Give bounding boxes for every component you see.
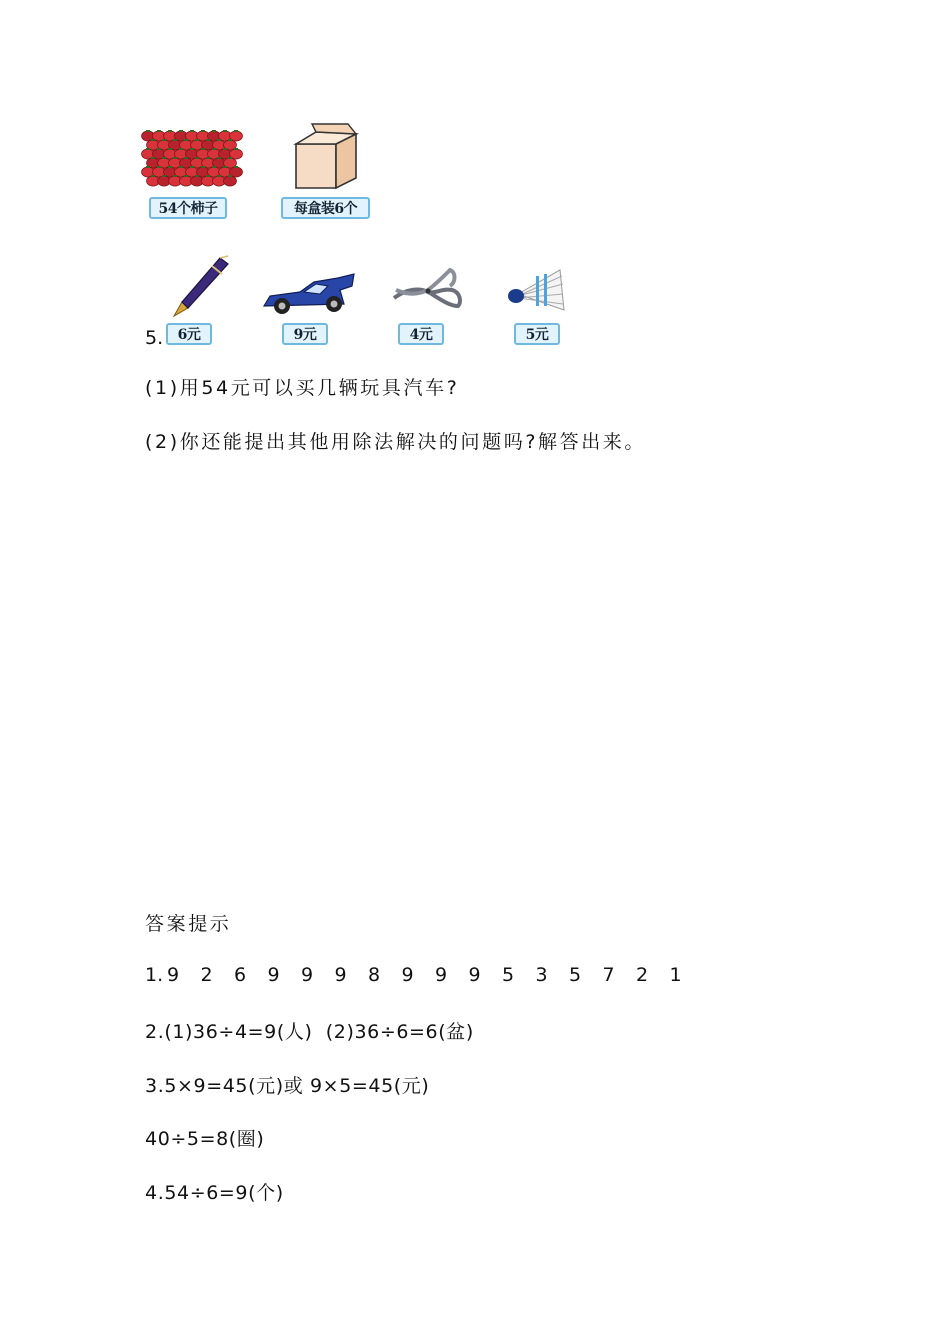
answer-value: 2 [200, 964, 213, 986]
box-label: 每盒装6个 [281, 197, 370, 219]
answer-value: 5 [502, 964, 515, 986]
box-icon [290, 122, 362, 192]
toy-scissors-icon [390, 266, 466, 312]
answer-value: 9 [267, 964, 280, 986]
persimmons-pile-icon [140, 126, 244, 192]
pen-price: 6元 [166, 323, 212, 345]
answers-heading: 答案提示 [145, 913, 232, 935]
answer-value: 9 [468, 964, 481, 986]
question-number: 5. [145, 327, 164, 349]
answer-value: 9 [401, 964, 414, 986]
answer-value: 1 [669, 964, 682, 986]
shuttlecock-icon [504, 266, 566, 314]
answer-value: 9 [301, 964, 314, 986]
fountain-pen-icon [172, 252, 234, 318]
scissors-price: 4元 [398, 323, 444, 345]
question-sub1: (1)用54元可以买几辆玩具汽车? [145, 377, 460, 399]
answer-line-1 [145, 964, 703, 986]
answer-value: 3 [535, 964, 548, 986]
answer-value: 5 [569, 964, 582, 986]
answer-value: 2 [636, 964, 649, 986]
shuttlecock-price: 5元 [514, 323, 560, 345]
persimmons-label: 54个柿子 [149, 197, 227, 219]
answer-line-3: 3.5×9=45(元)或 9×5=45(元) [145, 1075, 430, 1097]
answer-value: 7 [602, 964, 615, 986]
answer-value: 9 [334, 964, 347, 986]
answer-value: 9 [167, 964, 180, 986]
question-sub2: (2)你还能提出其他用除法解决的问题吗?解答出来。 [145, 431, 646, 453]
answer-1-prefix: 1. [145, 964, 164, 986]
answer-line-5: 4.54÷6=9(个) [145, 1182, 284, 1204]
car-price: 9元 [282, 323, 328, 345]
answer-line-2: 2.(1)36÷4=9(人) (2)36÷6=6(盆) [145, 1021, 474, 1043]
answer-value: 6 [234, 964, 247, 986]
answer-value: 8 [368, 964, 381, 986]
answer-line-4: 40÷5=8(圈) [145, 1128, 265, 1150]
answer-value: 9 [435, 964, 448, 986]
toy-car-icon [260, 270, 356, 316]
